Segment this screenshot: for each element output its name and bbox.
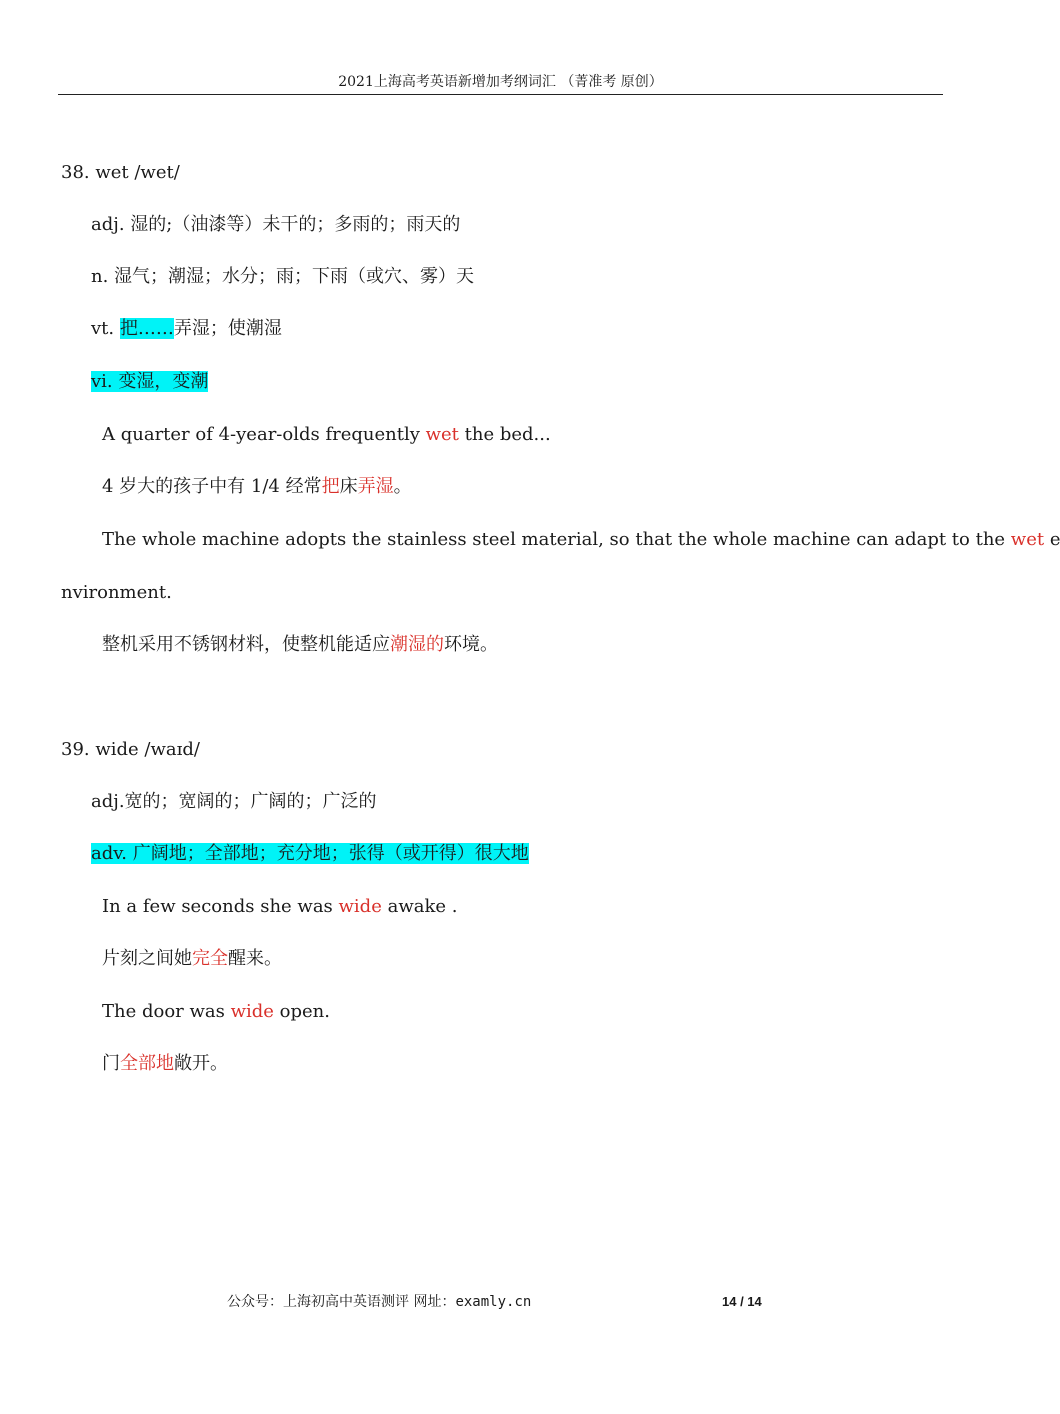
example-text: 片刻之间她 xyxy=(102,948,192,969)
example-text: 门 xyxy=(102,1053,120,1074)
example-sentence-en xyxy=(102,894,457,920)
footer-website-link[interactable]: examly.cn xyxy=(455,1294,532,1310)
example-text: 环境。 xyxy=(444,634,498,655)
entry-heading-wide: 39. wide /waɪd/ xyxy=(61,739,200,760)
definition-adj: adj.宽的；宽阔的；广阔的；广泛的 xyxy=(91,791,377,812)
highlighted-text: 把…… xyxy=(119,318,174,339)
example-text: A quarter of 4-year-olds frequently xyxy=(102,424,426,445)
example-text: 床 xyxy=(339,476,358,497)
example-keyword: 完全 xyxy=(192,948,228,969)
example-text: 4 岁大的孩子中有 1/4 经常 xyxy=(102,476,322,497)
example-text: e xyxy=(1044,529,1060,550)
footer-label: 公众号：上海初高中英语测评 网址： xyxy=(227,1294,456,1310)
example-text: 。 xyxy=(393,476,412,497)
example-text: awake . xyxy=(381,896,458,917)
example-keyword: 潮湿的 xyxy=(390,634,444,655)
entry-heading-wet: 38. wet /wet/ xyxy=(61,162,180,183)
example-text: the bed... xyxy=(458,424,551,445)
example-text: 醒来。 xyxy=(228,948,282,969)
example-keyword: 弄湿 xyxy=(357,476,394,497)
definition-vt xyxy=(91,316,282,342)
example-keyword: wet xyxy=(1010,529,1045,550)
definition-noun: n. 湿气；潮湿；水分；雨；下雨（或穴、雾）天 xyxy=(91,266,475,287)
example-text: 敞开。 xyxy=(174,1053,228,1074)
highlighted-definition-vi: vi. 变湿，变潮 xyxy=(91,371,209,392)
footer-info xyxy=(227,1291,531,1313)
example-keyword: wide xyxy=(230,1001,274,1022)
example-sentence-zh xyxy=(102,1051,228,1077)
page-number: 14 / 14 xyxy=(722,1294,762,1309)
example-text: The whole machine adopts the stainless steel material, so that the whole machine can adapt to the xyxy=(102,529,1011,550)
definition-adj: adj. 湿的;（油漆等）未干的；多雨的；雨天的 xyxy=(91,214,461,235)
example-keyword: wide xyxy=(338,896,382,917)
example-keyword: wet xyxy=(425,424,459,445)
example-sentence-zh xyxy=(102,474,412,500)
definition-vi xyxy=(91,369,208,395)
example-text: 整机采用不锈钢材料，使整机能适应 xyxy=(102,634,390,655)
document-title: 2021上海高考英语新增加考纲词汇 （菁准考 原创） xyxy=(338,74,663,90)
example-sentence-en xyxy=(102,422,551,448)
example-sentence-zh xyxy=(102,946,282,972)
definition-vt-rest: 弄湿；使潮湿 xyxy=(173,318,282,339)
definition-adv xyxy=(91,841,529,867)
example-sentence-en-continuation: nvironment. xyxy=(61,582,172,603)
example-sentence-en xyxy=(102,527,1060,553)
definition-vt-prefix: vt. xyxy=(91,318,120,339)
highlighted-definition-adv: adv. 广阔地；全部地；充分地；张得（或开得）很大地 xyxy=(91,843,529,864)
example-keyword: 全部地 xyxy=(120,1053,174,1074)
example-text: open. xyxy=(273,1001,330,1022)
example-text: In a few seconds she was xyxy=(102,896,339,917)
example-sentence-zh xyxy=(102,632,498,658)
example-text: The door was xyxy=(102,1001,231,1022)
example-keyword: 把 xyxy=(321,476,340,497)
example-sentence-en xyxy=(102,999,330,1025)
page-header xyxy=(58,70,943,95)
